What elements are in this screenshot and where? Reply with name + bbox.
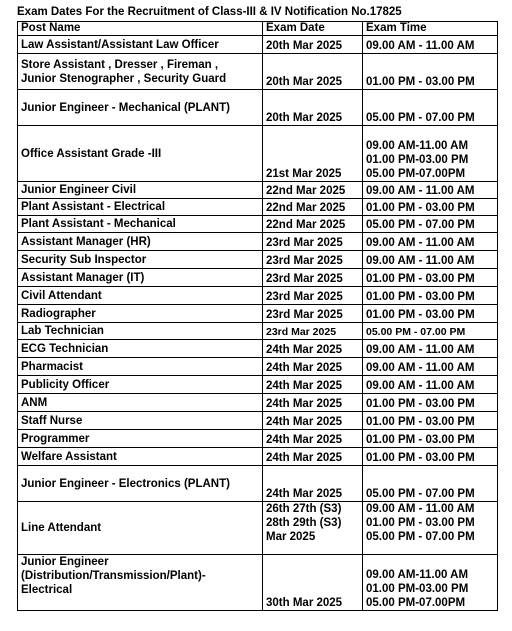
date-line: 23rd Mar 2025 bbox=[266, 326, 337, 338]
table-row bbox=[18, 340, 498, 358]
exam-time-cell bbox=[363, 90, 498, 126]
date-line: 24th Mar 2025 bbox=[266, 488, 343, 500]
post-name-cell bbox=[18, 394, 263, 412]
date-line: 24th Mar 2025 bbox=[266, 452, 343, 464]
date-line: 24th Mar 2025 bbox=[266, 398, 343, 410]
post-name-cell bbox=[18, 251, 263, 269]
header-exam-time: Exam Time bbox=[363, 22, 498, 36]
date-line: 24th Mar 2025 bbox=[266, 344, 343, 356]
post-line: ECG Technician bbox=[21, 342, 109, 355]
post-line: Programmer bbox=[21, 432, 90, 445]
exam-time-cell bbox=[363, 305, 498, 323]
table-row bbox=[18, 182, 498, 199]
exam-date-cell bbox=[263, 126, 363, 182]
exam-time-cell bbox=[363, 358, 498, 376]
time-line: 01.00 PM - 03.00 PM bbox=[366, 291, 475, 303]
post-name-cell bbox=[18, 36, 263, 54]
post-name-cell bbox=[18, 412, 263, 430]
time-line: 09.00 AM - 11.00 AM bbox=[366, 344, 475, 356]
post-line: Junior Engineer - Mechanical (PLANT) bbox=[21, 101, 230, 114]
exam-time-cell bbox=[363, 323, 498, 340]
time-line: 09.00 AM - 11.00 AM bbox=[366, 362, 475, 374]
post-line: Junior Engineer - Electronics (PLANT) bbox=[21, 477, 230, 490]
post-line: Pharmacist bbox=[21, 360, 84, 373]
date-line: 24th Mar 2025 bbox=[266, 362, 343, 374]
exam-time-cell bbox=[363, 430, 498, 448]
table-row bbox=[18, 54, 498, 90]
post-name-cell bbox=[18, 233, 263, 251]
table-row bbox=[18, 430, 498, 448]
time-line: 09.00 AM-11.00 AM bbox=[366, 140, 469, 152]
table-row bbox=[18, 555, 498, 611]
time-line: 01.00 PM - 03.00 PM bbox=[366, 76, 475, 88]
exam-time-cell bbox=[363, 394, 498, 412]
date-line: 24th Mar 2025 bbox=[266, 434, 343, 446]
exam-time-cell bbox=[363, 555, 498, 611]
post-line: Junior Engineer bbox=[21, 556, 109, 568]
post-line: Civil Attendant bbox=[21, 289, 102, 302]
post-line: Staff Nurse bbox=[21, 414, 83, 427]
time-line: 09.00 AM - 11.00 AM bbox=[366, 255, 475, 267]
post-name-cell bbox=[18, 466, 263, 502]
table-row bbox=[18, 126, 498, 182]
date-line: 26th 27th (S3) bbox=[266, 503, 342, 515]
post-line: Lab Technician bbox=[21, 325, 104, 337]
exam-date-cell bbox=[263, 90, 363, 126]
time-line: 01.00 PM - 03.00 PM bbox=[366, 416, 475, 428]
post-name-cell bbox=[18, 376, 263, 394]
table-header-row bbox=[18, 22, 498, 36]
exam-time-cell bbox=[363, 340, 498, 358]
header-post-name: Post Name bbox=[18, 22, 263, 36]
exam-date-cell bbox=[263, 305, 363, 323]
time-line: 01.00 PM-03.00 PM bbox=[366, 154, 469, 166]
time-line: 01.00 PM - 03.00 PM bbox=[366, 309, 475, 321]
post-name-cell bbox=[18, 502, 263, 555]
date-line: 23rd Mar 2025 bbox=[266, 309, 343, 321]
exam-time-cell bbox=[363, 36, 498, 54]
post-line: Law Assistant/Assistant Law Officer bbox=[21, 38, 219, 51]
date-line: 22nd Mar 2025 bbox=[266, 202, 346, 214]
time-line: 01.00 PM - 03.00 PM bbox=[366, 434, 475, 446]
exam-date-cell bbox=[263, 340, 363, 358]
table-row bbox=[18, 36, 498, 54]
exam-date-cell bbox=[263, 466, 363, 502]
exam-time-cell bbox=[363, 448, 498, 466]
post-name-cell bbox=[18, 358, 263, 376]
exam-date-cell bbox=[263, 502, 363, 555]
table-row bbox=[18, 412, 498, 430]
post-name-cell bbox=[18, 199, 263, 216]
table-row bbox=[18, 251, 498, 269]
time-line: 09.00 AM - 11.00 AM bbox=[366, 237, 475, 249]
exam-time-cell bbox=[363, 287, 498, 305]
post-line: Plant Assistant - Mechanical bbox=[21, 218, 176, 230]
time-line: 05.00 PM - 07.00 PM bbox=[366, 488, 475, 500]
post-line: Office Assistant Grade -III bbox=[21, 147, 162, 160]
date-line: 24th Mar 2025 bbox=[266, 416, 343, 428]
table-row bbox=[18, 502, 498, 555]
time-line: 01.00 PM - 03.00 PM bbox=[366, 273, 475, 285]
date-line: 20th Mar 2025 bbox=[266, 76, 343, 88]
post-line: Junior Engineer Civil bbox=[21, 184, 137, 196]
post-line: Welfare Assistant bbox=[21, 450, 117, 463]
time-line: 09.00 AM-11.00 AM bbox=[366, 569, 469, 581]
post-line: Assistant Manager (IT) bbox=[21, 271, 145, 284]
post-line: Store Assistant , Dresser , Fireman , bbox=[21, 58, 219, 71]
time-line: 05.00 PM-07.00PM bbox=[366, 168, 466, 180]
document-title: Exam Dates For the Recruitment of Class-III & IV Notification No.17825 bbox=[17, 6, 402, 18]
exam-date-cell bbox=[263, 555, 363, 611]
exam-date-cell bbox=[263, 323, 363, 340]
exam-date-cell bbox=[263, 36, 363, 54]
post-name-cell bbox=[18, 269, 263, 287]
post-name-cell bbox=[18, 126, 263, 182]
table-row bbox=[18, 233, 498, 251]
time-line: 05.00 PM - 07.00 PM bbox=[366, 326, 466, 338]
exam-date-cell bbox=[263, 394, 363, 412]
date-line: 24th Mar 2025 bbox=[266, 380, 343, 392]
post-line: Electrical bbox=[21, 584, 73, 596]
table-row bbox=[18, 199, 498, 216]
post-name-cell bbox=[18, 340, 263, 358]
post-name-cell bbox=[18, 448, 263, 466]
post-line: (Distribution/Transmission/Plant)- bbox=[21, 570, 206, 582]
date-line: Mar 2025 bbox=[266, 531, 316, 543]
time-line: 01.00 PM - 03.00 PM bbox=[366, 517, 475, 529]
exam-time-cell bbox=[363, 199, 498, 216]
post-name-cell bbox=[18, 430, 263, 448]
time-line: 05.00 PM-07.00PM bbox=[366, 597, 466, 609]
time-line: 05.00 PM - 07.00 PM bbox=[366, 531, 475, 543]
exam-date-cell bbox=[263, 287, 363, 305]
table-row bbox=[18, 323, 498, 340]
date-line: 28th 29th (S3) bbox=[266, 517, 342, 529]
header-exam-date: Exam Date bbox=[263, 22, 363, 36]
post-line: Junior Stenographer , Security Guard bbox=[21, 72, 227, 85]
time-line: 05.00 PM - 07.00 PM bbox=[366, 219, 475, 231]
exam-time-cell bbox=[363, 466, 498, 502]
time-line: 09.00 AM - 11.00 AM bbox=[366, 380, 475, 392]
exam-date-cell bbox=[263, 430, 363, 448]
exam-time-cell bbox=[363, 54, 498, 90]
exam-time-cell bbox=[363, 126, 498, 182]
exam-date-cell bbox=[263, 216, 363, 233]
exam-date-cell bbox=[263, 358, 363, 376]
exam-date-cell bbox=[263, 448, 363, 466]
exam-date-cell bbox=[263, 199, 363, 216]
table-row bbox=[18, 394, 498, 412]
post-line: Publicity Officer bbox=[21, 378, 110, 391]
date-line: 22nd Mar 2025 bbox=[266, 185, 346, 197]
time-line: 09.00 AM - 11.00 AM bbox=[366, 40, 475, 52]
exam-date-cell bbox=[263, 233, 363, 251]
post-name-cell bbox=[18, 323, 263, 340]
table-row bbox=[18, 358, 498, 376]
date-line: 23rd Mar 2025 bbox=[266, 237, 343, 249]
exam-time-cell bbox=[363, 251, 498, 269]
time-line: 05.00 PM - 07.00 PM bbox=[366, 112, 475, 124]
post-line: Assistant Manager (HR) bbox=[21, 235, 151, 248]
exam-time-cell bbox=[363, 412, 498, 430]
table-row bbox=[18, 448, 498, 466]
post-line: Line Attendant bbox=[21, 522, 102, 534]
post-name-cell bbox=[18, 54, 263, 90]
exam-time-cell bbox=[363, 269, 498, 287]
table-row bbox=[18, 269, 498, 287]
table-row bbox=[18, 466, 498, 502]
post-name-cell bbox=[18, 216, 263, 233]
exam-date-cell bbox=[263, 182, 363, 199]
date-line: 23rd Mar 2025 bbox=[266, 273, 343, 285]
table-row bbox=[18, 287, 498, 305]
date-line: 30th Mar 2025 bbox=[266, 597, 343, 609]
post-line: Plant Assistant - Electrical bbox=[21, 201, 166, 213]
post-name-cell bbox=[18, 182, 263, 199]
exam-time-cell bbox=[363, 502, 498, 555]
date-line: 20th Mar 2025 bbox=[266, 112, 343, 124]
post-line: Security Sub Inspector bbox=[21, 253, 147, 266]
time-line: 01.00 PM - 03.00 PM bbox=[366, 452, 475, 464]
exam-date-cell bbox=[263, 376, 363, 394]
exam-date-cell bbox=[263, 251, 363, 269]
exam-schedule-table bbox=[17, 21, 498, 611]
exam-time-cell bbox=[363, 182, 498, 199]
time-line: 09.00 AM - 11.00 AM bbox=[366, 185, 475, 197]
date-line: 23rd Mar 2025 bbox=[266, 255, 343, 267]
exam-time-cell bbox=[363, 376, 498, 394]
date-line: 23rd Mar 2025 bbox=[266, 291, 343, 303]
post-line: ANM bbox=[21, 396, 48, 409]
date-line: 21st Mar 2025 bbox=[266, 168, 342, 180]
exam-time-cell bbox=[363, 233, 498, 251]
time-line: 09.00 AM - 11.00 AM bbox=[366, 503, 475, 515]
time-line: 01.00 PM - 03.00 PM bbox=[366, 398, 475, 410]
exam-date-cell bbox=[263, 412, 363, 430]
exam-date-cell bbox=[263, 54, 363, 90]
table-row bbox=[18, 305, 498, 323]
post-name-cell bbox=[18, 287, 263, 305]
table-row bbox=[18, 90, 498, 126]
post-name-cell bbox=[18, 555, 263, 611]
date-line: 20th Mar 2025 bbox=[266, 40, 343, 52]
exam-date-cell bbox=[263, 269, 363, 287]
time-line: 01.00 PM-03.00 PM bbox=[366, 583, 469, 595]
post-line: Radiographer bbox=[21, 307, 96, 320]
post-name-cell bbox=[18, 305, 263, 323]
table-row bbox=[18, 216, 498, 233]
exam-time-cell bbox=[363, 216, 498, 233]
post-name-cell bbox=[18, 90, 263, 126]
table-row bbox=[18, 376, 498, 394]
time-line: 01.00 PM - 03.00 PM bbox=[366, 202, 475, 214]
table-body bbox=[18, 36, 498, 611]
date-line: 22nd Mar 2025 bbox=[266, 219, 346, 231]
